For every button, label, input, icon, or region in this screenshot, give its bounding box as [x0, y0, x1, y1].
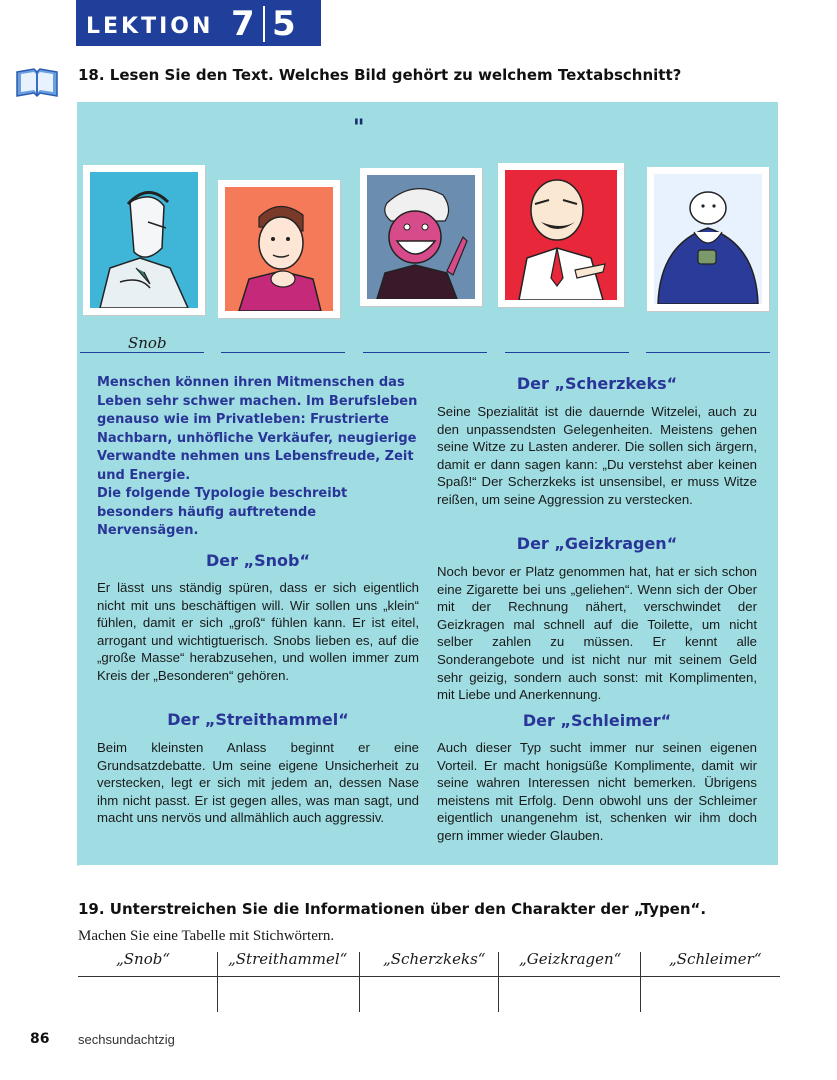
section-number: 5 [272, 4, 296, 44]
page-number-word: sechsundachtzig [78, 1032, 175, 1047]
arguing-man-caricature-icon [505, 170, 617, 300]
heading-schleimer: Der „Schleimer“ [522, 711, 672, 730]
table-header-streithammel: „Streithammel“ [228, 950, 348, 968]
heading-geizkragen: Der „Geizkragen“ [516, 534, 678, 553]
table-header-rule [78, 976, 780, 977]
table-divider-2 [359, 952, 360, 1012]
exercise-19-title: 19. Unterstreichen Sie die Informationen über den Charakter der „Typen“. [78, 900, 707, 918]
answer-line-1[interactable] [80, 352, 204, 353]
text-streithammel: Beim kleinsten Anlass beginnt er eine Grundsatzdebatte. Um seine eigene Unsicherheit zu verstecken, legt er sich mit jedem an, dessen Nase ihm nicht passt. Er ist gegen alles, was man sagt, und macht uns nervös und allmählich auch aggressiv. [97, 740, 419, 826]
lesson-number: 7 [231, 4, 255, 44]
table-divider-1 [217, 952, 218, 1012]
picture-nervous [218, 180, 340, 318]
picture-arguing [498, 163, 624, 307]
answer-line-2[interactable] [221, 352, 345, 353]
header-separator [263, 6, 265, 42]
text-snob: Er lässt uns ständig spüren, dass er sich eigentlich nicht mit uns beschäftigen will. Wir sollen uns „klein“ fühlen, damit er sich „groß“ fühlen kann. Er ist eitel, arrogant und wichtigtuerisch. Snobs lieben es, auf die „große Masse“ herabzusehen, und wollen immer zum Kreis der „Besonderen“ gehören. [97, 580, 419, 683]
table-divider-3 [498, 952, 499, 1012]
intro-paragraph-2: Die folgende Typologie beschreibt besonders häufig auftretende Nervensägen. [97, 486, 348, 538]
quote-mark: " [353, 116, 365, 141]
text-scherzkeks: Seine Spezialität ist die dauernde Witzelei, auch zu den unpassendsten Gelegenheiten. Meistens gehen seine Witze zu Lasten anderer. Die sollen sich ärgern, damit er dann sagen kann: „Du verstehst aber keinen Spaß!“ Der Scherzkeks ist unsensibel, er muss Witze reißen, um seine Aggression zu verstecken. [437, 404, 757, 507]
lesson-label: LEKTION [86, 14, 214, 39]
table-header-scherzkeks: „Scherzkeks“ [383, 950, 486, 968]
picture-snob [83, 165, 205, 315]
exercise-19-subtitle: Machen Sie eine Tabelle mit Stichwörtern. [78, 928, 335, 944]
torn-paper-edge [77, 840, 778, 880]
answer-line-4[interactable] [505, 352, 629, 353]
picture-joker [360, 168, 482, 306]
table-header-schleimer: „Schleimer“ [669, 950, 762, 968]
book-icon [14, 64, 60, 100]
text-schleimer: Auch dieser Typ sucht immer nur seinen eigenen Vorteil. Er macht honigsüße Komplimente, damit wir seine wahren Interessen nicht bemerken. Übrigens meistens mit Erfolg. Denn obwohl uns der Schleimer eigentlich unangenehm ist, schenken wir ihm doch gern immer wieder Glauben. [437, 740, 757, 843]
snob-caricature-icon [90, 172, 198, 308]
picture-fat-man [647, 167, 769, 311]
exercise-18-title: 18. Lesen Sie den Text. Welches Bild gehört zu welchem Textabschnitt? [78, 66, 682, 84]
intro-paragraph-1: Menschen können ihren Mitmenschen das Leben sehr schwer machen. Im Berufsleben genauso wie im Privatleben: Frustrierte Nachbarn, unhöfliche Verkäufer, neugierige Verwandte nehmen uns Lebensfreude, Zeit und Energie. [97, 375, 418, 483]
nervous-man-caricature-icon [225, 187, 333, 311]
page-number: 86 [30, 1031, 50, 1047]
answer-line-3[interactable] [363, 352, 487, 353]
intro-text [97, 374, 419, 541]
laughing-joker-caricature-icon [367, 175, 475, 299]
heading-snob: Der „Snob“ [206, 551, 310, 570]
answer-line-5[interactable] [646, 352, 770, 353]
text-geizkragen: Noch bevor er Platz genommen hat, hat er sich schon eine Zigarette bei uns „geliehen“. Wenn sich der Ober mit der Rechnung nähert, verschwindet der Geizkragen mal schnell auf die Toilette, um nicht selber zahlen zu müssen. Er kennt alle Sonderangebote und ist nicht nur mit seinem Geld sehr geizig, sondern auch sonst: mit Komplimenten, mit Liebe und Anerkennung. [437, 564, 757, 703]
table-header-geizkragen: „Geizkragen“ [519, 950, 622, 968]
heading-scherzkeks: Der „Scherzkeks“ [516, 374, 678, 393]
snob-answer: Snob [128, 334, 167, 352]
heading-streithammel: Der „Streithammel“ [167, 710, 349, 729]
lesson-header [76, 0, 321, 46]
table-header-snob: „Snob“ [116, 950, 171, 968]
fat-man-caricature-icon [654, 174, 762, 304]
table-divider-4 [640, 952, 641, 1012]
